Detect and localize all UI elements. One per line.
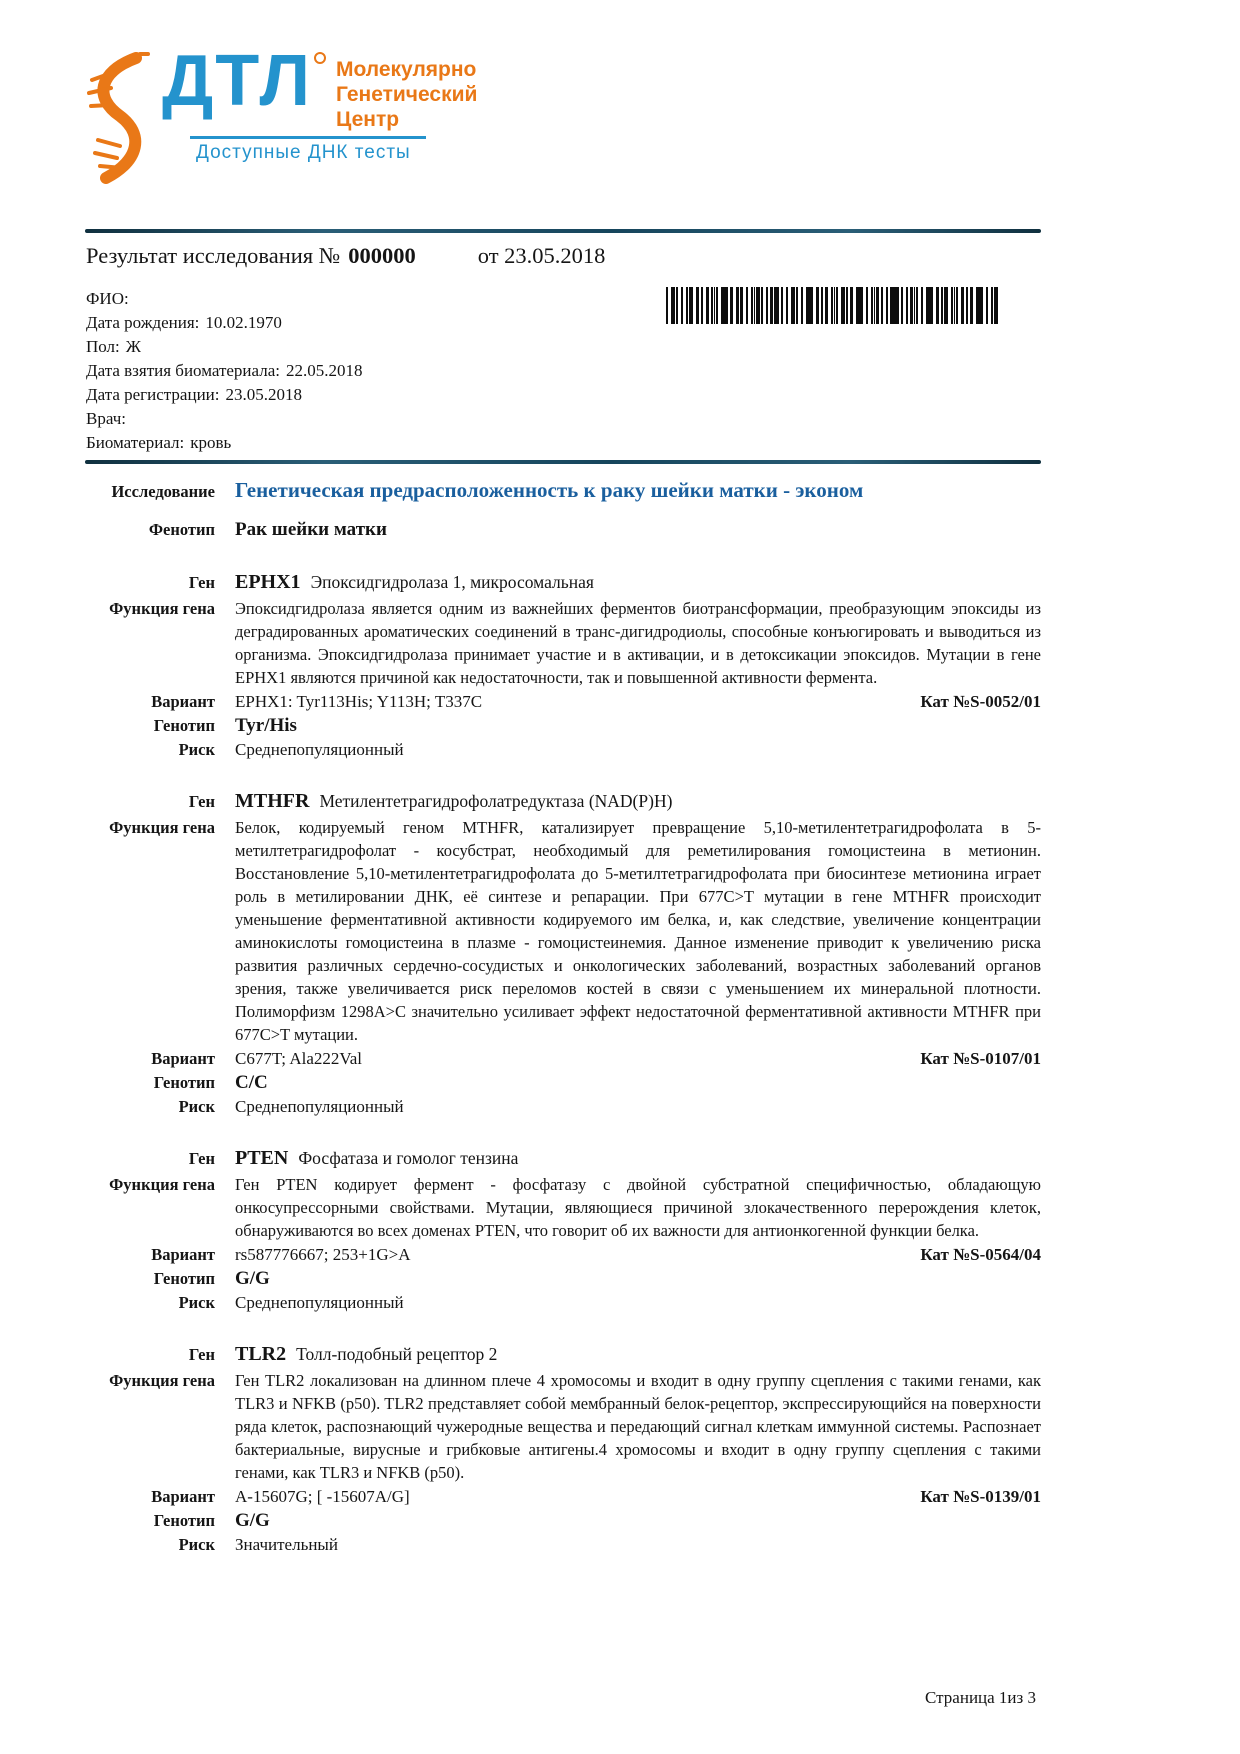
variant-value: EPHX1: Tyr113His; Y113H; T337C [235, 692, 483, 711]
risk-label: Риск [178, 1293, 215, 1312]
variant-label: Вариант [151, 1487, 215, 1506]
risk-value: Значительный [235, 1535, 338, 1554]
function-text: Эпоксидгидролаза является одним из важнейших ферментов биотрансформации, преобразующим эпоксиды из деградированных ароматических соединений в транс-дигидродиолы, способные конъюгировать и выводиться из организма. Эпоксидгидролаза принимает участие и в активации, и в детоксикации эпоксидов. Мутации в гене EPHX1 являются причиной как недостаточности, так и повышенной активности фермента. [235, 599, 1041, 687]
gene-name: TLR2 [235, 1343, 287, 1365]
gene-label: Ген [188, 1149, 215, 1168]
study-label: Исследование [111, 482, 215, 501]
field-label: Дата взятия биоматериала: [86, 361, 280, 380]
field-label: Дата рождения: [86, 313, 200, 332]
logo-line-2: Генетический [336, 82, 478, 106]
function-text: Ген PTEN кодирует фермент - фосфатазу с двойной субстратной специфичностью, обладающую онкосупрессорными свойствами. Мутации, являющиеся причиной злокачественного перерождения клеток, обнаруживаются во всех доменах PTEN, что говорит об их важности для антионкогенной функции белка. [235, 1175, 1041, 1240]
patient-field-sex [86, 335, 1156, 359]
variant-row [85, 692, 1041, 712]
variant-value: rs587776667; 253+1G>A [235, 1245, 411, 1264]
function-label: Функция гена [109, 818, 215, 837]
genotype-row [85, 1510, 1041, 1532]
field-value: 22.05.2018 [285, 361, 363, 380]
genotype-label: Генотип [153, 1269, 215, 1288]
result-date: от 23.05.2018 [477, 243, 606, 268]
function-label: Функция гена [109, 1371, 215, 1390]
risk-value: Среднепопуляционный [235, 1097, 404, 1116]
function-text: Ген TLR2 локализован на длинном плече 4 хромосомы и входит в одну группу сцепления с такими генами, как TLR3 и NFKB (p50). TLR2 представляет собой мембранный белок-рецептор, экспрессирующийся на поверхности ряда клеток, распознающий чужеродные вещества и передающий сигнал клеткам иммунной системы. Распознает бактериальные, вирусные и грибковые антигены.4 хромосомы и входит в одну группу сцепления с такими генами, как TLR3 и NFKB (p50). [235, 1371, 1041, 1482]
genotype-row [85, 1072, 1041, 1094]
genotype-row [85, 1268, 1041, 1290]
logo-line-3: Центр [336, 107, 400, 131]
catalog-number: Кат №S-0107/01 [920, 1049, 1041, 1068]
gene-name: EPHX1 [235, 571, 301, 593]
variant-value: C677T; Ala222Val [235, 1049, 363, 1068]
catalog-number: Кат №S-0139/01 [920, 1487, 1041, 1506]
genotype-value: Tyr/His [235, 715, 297, 736]
genotype-row [85, 715, 1041, 737]
variant-row [85, 1049, 1041, 1069]
variant-value: A-15607G; [ -15607A/G] [235, 1487, 410, 1506]
field-value: кровь [190, 433, 232, 452]
catalog-number: Кат №S-0564/04 [920, 1245, 1041, 1264]
result-label: Результат исследования № [86, 243, 341, 268]
gene-block-tlr2 [85, 1343, 1041, 1555]
risk-row [85, 740, 1041, 760]
gene-desc: Фосфатаза и гомолог тензина [298, 1148, 519, 1168]
field-value: Ж [125, 337, 141, 356]
catalog-number: Кат №S-0052/01 [920, 692, 1041, 711]
risk-row [85, 1535, 1041, 1555]
function-label: Функция гена [109, 599, 215, 618]
report-body [85, 478, 1041, 1558]
variant-row [85, 1487, 1041, 1507]
logo-center-name [336, 58, 477, 132]
gene-name: MTHFR [235, 790, 310, 812]
phenotype-row [85, 519, 1041, 541]
variant-row [85, 1245, 1041, 1265]
gene-row [85, 790, 1041, 813]
study-row [85, 478, 1041, 503]
gene-function-row [85, 1369, 1041, 1484]
patient-field-doctor [86, 407, 1156, 431]
divider-mid [85, 460, 1041, 464]
gene-desc: Эпоксидгидролаза 1, микросомальная [310, 572, 594, 592]
phenotype-label: Фенотип [148, 520, 215, 539]
trademark-icon [314, 52, 326, 64]
gene-label: Ген [188, 1345, 215, 1364]
gene-function-row [85, 1173, 1041, 1242]
genotype-value: G/G [235, 1510, 270, 1531]
field-label: Дата регистрации: [86, 385, 220, 404]
patient-field-registration-date [86, 383, 1156, 407]
risk-row [85, 1097, 1041, 1117]
gene-function-row [85, 816, 1041, 1046]
function-label: Функция гена [109, 1175, 215, 1194]
gene-row [85, 571, 1041, 594]
patient-field-sample-date [86, 359, 1156, 383]
genotype-label: Генотип [153, 716, 215, 735]
phenotype-value: Рак шейки матки [235, 519, 387, 540]
result-header [86, 243, 605, 269]
field-label: ФИО: [86, 289, 129, 308]
gene-row [85, 1147, 1041, 1170]
field-label: Пол: [86, 337, 120, 356]
dna-helix-icon [82, 52, 156, 184]
logo-underline [190, 136, 426, 139]
logo-line-1: Молекулярно [336, 58, 477, 81]
risk-row [85, 1293, 1041, 1313]
gene-block-ephx1 [85, 571, 1041, 760]
variant-label: Вариант [151, 1245, 215, 1264]
gene-label: Ген [188, 573, 215, 592]
variant-label: Вариант [151, 1049, 215, 1068]
genotype-value: C/C [235, 1072, 268, 1093]
barcode-icon [666, 287, 1000, 324]
field-label: Врач: [86, 409, 126, 428]
risk-label: Риск [178, 1097, 215, 1116]
variant-label: Вариант [151, 692, 215, 711]
gene-desc: Метилентетрагидрофолатредуктаза (NAD(P)H) [319, 791, 673, 811]
result-number: 000000 [348, 243, 416, 268]
logo-tagline: Доступные ДНК тесты [196, 142, 411, 164]
risk-value: Среднепопуляционный [235, 1293, 404, 1312]
genotype-label: Генотип [153, 1073, 215, 1092]
risk-value: Среднепопуляционный [235, 740, 404, 759]
genotype-value: G/G [235, 1268, 270, 1289]
page-number: Страница 1из 3 [925, 1688, 1036, 1707]
risk-label: Риск [178, 1535, 215, 1554]
field-value: 10.02.1970 [205, 313, 282, 332]
gene-label: Ген [188, 792, 215, 811]
risk-label: Риск [178, 740, 215, 759]
gene-block-mthfr [85, 790, 1041, 1117]
lab-logo [82, 41, 478, 184]
function-text: Белок, кодируемый геном MTHFR, катализирует превращение 5,10-метилентетрагидрофолата в 5-метилтетрагидрофолат - косубстрат, необходимый для реметилирования гомоцистеина в метионин. Восстановление 5,10-метилентетрагидрофолата до 5-метилтетрагидрофолата при биосинтезе метионина играет роль в метилировании ДНК, её синтезе и репарации. При 677C>T мутации в гене MTHFR происходит уменьшение ферментативной активности кодируемого им белка, и, как следствие, увеличение концентрации аминокислоты гомоцистеина в плазме - гомоцистеинемия. Данное изменение приводит к увеличению риска развития различных сердечно-сосудистых и онкологических заболеваний, возрастных заболеваний органов зрения, также увеличивается риск переломов костей в связи с уменьшением их минеральной плотности. Полиморфизм 1298A>C значительно усиливает эффект недостаточной ферментативной активности MTHFR при 677C>T мутации. [235, 818, 1041, 1044]
divider-top [85, 229, 1041, 233]
gene-row [85, 1343, 1041, 1366]
field-label: Биоматериал: [86, 433, 185, 452]
patient-info [86, 287, 1156, 455]
gene-block-pten [85, 1147, 1041, 1313]
genotype-label: Генотип [153, 1511, 215, 1530]
study-title: Генетическая предрасположенность к раку шейки матки - эконом [235, 478, 864, 502]
gene-desc: Толл-подобный рецептор 2 [296, 1344, 498, 1364]
gene-name: PTEN [235, 1147, 289, 1169]
patient-field-biomaterial [86, 431, 1156, 455]
logo-acronym: ДТЛ [162, 41, 312, 121]
gene-function-row [85, 597, 1041, 689]
field-value: 23.05.2018 [225, 385, 302, 404]
